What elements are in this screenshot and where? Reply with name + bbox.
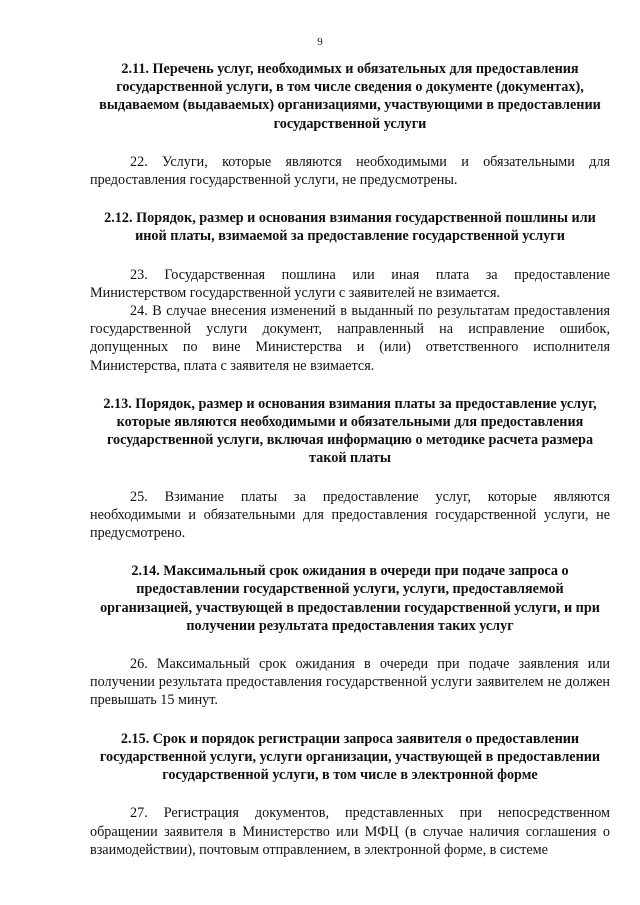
section-heading-2-11: 2.11. Перечень услуг, необходимых и обязательных для предоставления государственной услуги, в том числе сведения о документе (документах), выдаваемом (выдаваемых) организациями, участвующими в предоставлении государственной услуги <box>99 61 601 132</box>
paragraph-26: 26. Максимальный срок ожидания в очереди при подаче заявления или получении результата предоставления государственной услуги заявителем не должен превышать 15 минут. <box>90 656 610 709</box>
section-heading-2-14: 2.14. Максимальный срок ожидания в очереди при подаче запроса о предоставлении государственной услуги, услуги, предоставляемой организацией, участвующей в предоставлении государственной услуги, и при получении результата предоставления таких услуг <box>100 563 600 634</box>
section-heading-2-12: 2.12. Порядок, размер и основания взимания государственной пошлины или иной платы, взимаемой за предоставление государственной услуги <box>104 210 596 245</box>
paragraph-24: 24. В случае внесения изменений в выданный по результатам предоставления государственной услуги документ, направленный на исправление ошибок, допущенных по вине Министерства и (или) ответственного исполнителя Министерства, плата с заявителя не взимается. <box>90 303 610 374</box>
paragraph-23: 23. Государственная пошлина или иная плата за предоставление Министерством государственной услуги с заявителей не взимается. <box>90 266 610 301</box>
document-body <box>90 60 610 859</box>
page-number: 9 <box>317 36 323 48</box>
section-heading-2-15: 2.15. Срок и порядок регистрации запроса заявителя о предоставлении государственной услуги, услуги организации, участвующей в предоставлении государственной услуги, в том числе в электронной форме <box>99 730 601 784</box>
paragraph-25: 25. Взимание платы за предоставление услуг, которые являются необходимыми и обязательными для предоставления государственной услуги, не предусмотрено. <box>90 488 610 542</box>
paragraph-27: 27. Регистрация документов, представленных при непосредственном обращении заявителя в Министерство или МФЦ (в случае наличия соглашения о взаимодействии), почтовым отправлением, в электронной форме, в системе <box>90 805 610 858</box>
paragraph-22: 22. Услуги, которые являются необходимыми и обязательными для предоставления государственной услуги, не предусмотрены. <box>90 153 610 189</box>
section-heading-2-13: 2.13. Порядок, размер и основания взимания платы за предоставление услуг, которые являются необходимыми и обязательными для предоставления государственной услуги, включая информацию о методике расчета размера такой платы <box>103 395 597 467</box>
